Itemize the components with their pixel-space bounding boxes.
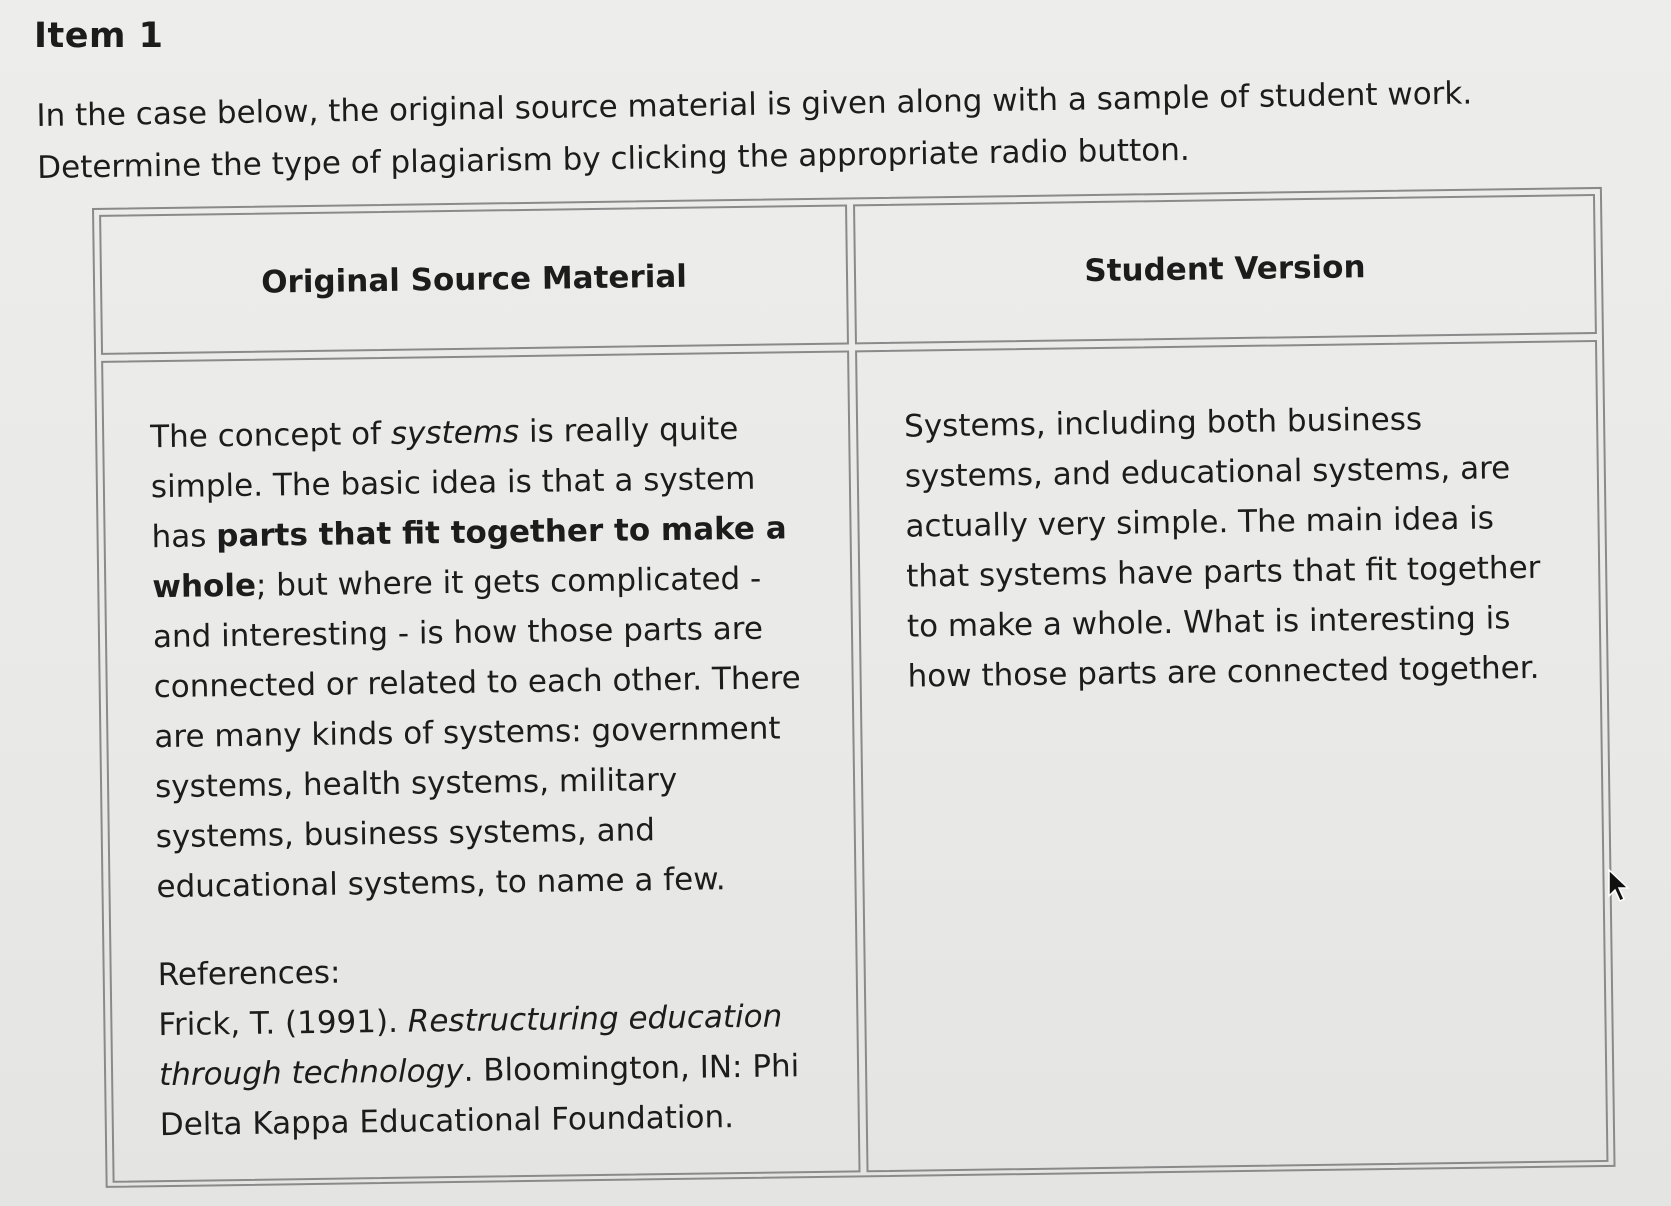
original-source-header-label: Original Source Material	[260, 258, 688, 301]
student-version-header-label: Student Version	[1084, 249, 1366, 290]
item-title: Item 1	[34, 16, 164, 56]
references-label: References:	[157, 954, 341, 994]
original-text-italic: systems	[390, 414, 520, 452]
original-source-text	[150, 403, 815, 912]
citation-start: Frick, T. (1991).	[158, 1003, 409, 1044]
original-text-part-1: The concept of	[149, 415, 392, 456]
original-text-part-3: is really quite simple. The basic idea is that a system has	[150, 410, 756, 556]
citation-title: Restructuring education through technology	[158, 998, 783, 1094]
original-text-bold: parts that fit together to make a whole	[152, 510, 787, 606]
student-version-text: Systems, including both business systems, and educational systems, are actually very simple. The main idea is that systems have parts that fit together to make a whole. What is interesting is how those parts are connected together.	[903, 401, 1541, 695]
student-version-cell	[855, 340, 1608, 1172]
comparison-table	[92, 187, 1616, 1188]
original-text-part-5: ; but where it gets complicated - and interesting - is how those parts are connected or related to each other. There are many kinds of systems: government systems, health systems, military systems, business systems, and educational systems, to name a few.	[152, 560, 801, 906]
reference-citation	[158, 991, 818, 1150]
student-version-header	[853, 194, 1597, 344]
instructions	[36, 67, 1517, 194]
original-source-cell	[101, 350, 860, 1182]
instructions-line-2: Determine the type of plagiarism by clicking the appropriate radio button.	[36, 131, 1190, 186]
mouse-pointer-icon	[1607, 868, 1633, 904]
citation-end: . Bloomington, IN: Phi Delta Kappa Educational Foundation.	[159, 1048, 800, 1144]
instructions-line-1: In the case below, the original source material is given along with a sample of student work.	[36, 75, 1473, 134]
original-source-header	[99, 204, 849, 354]
